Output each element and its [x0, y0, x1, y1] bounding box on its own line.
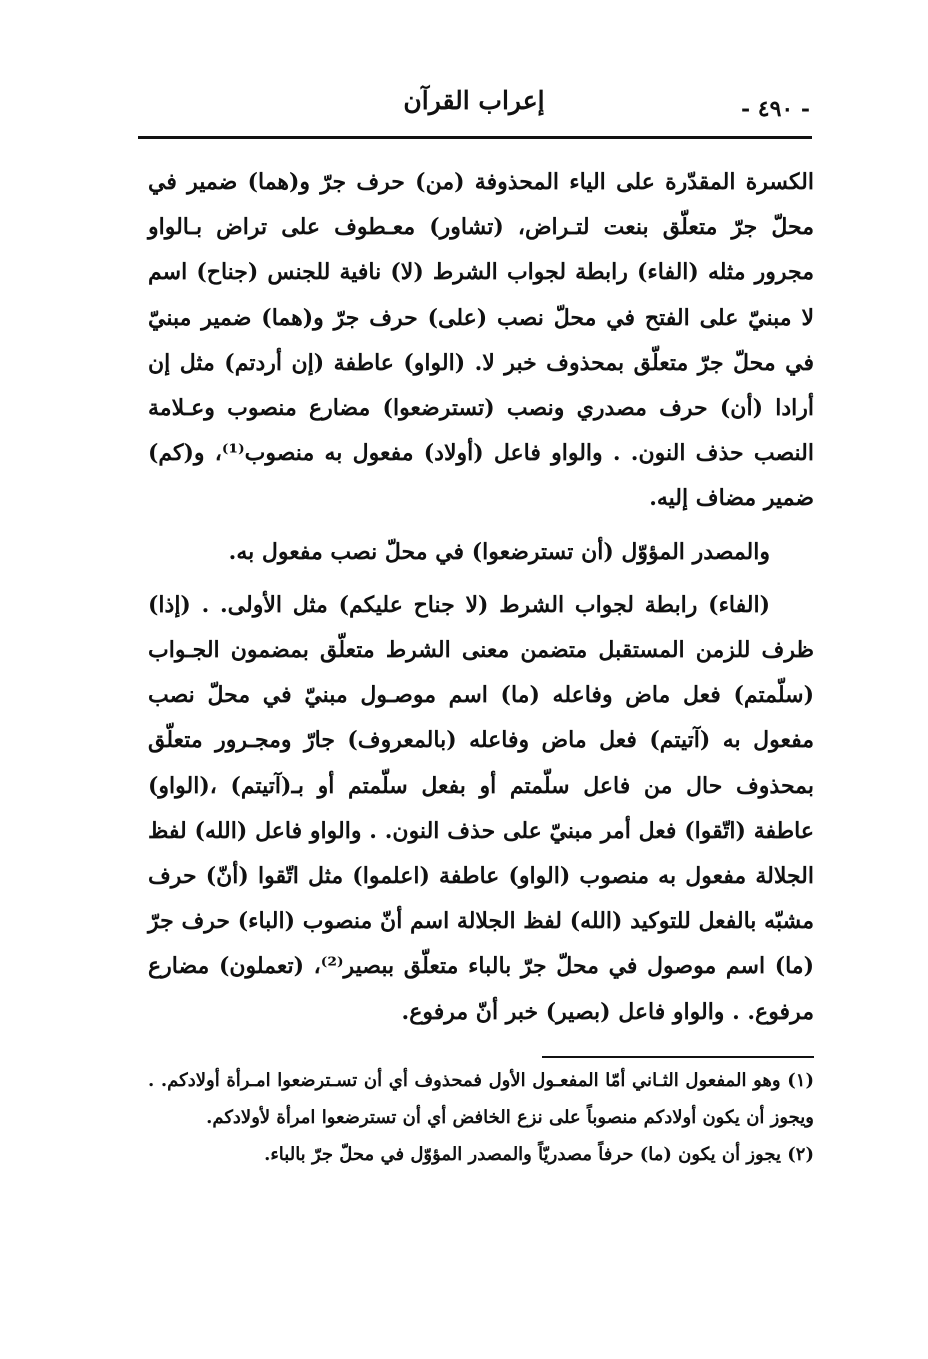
footnote-text: وهو المفعول الثـاني أمّا المفعـول الأول فمحذوف أي أن تسـترضعوا امـرأة أولادكم. . ويجوز أن يكون أولادكم منصوباً على نزع الخافض أي أن تسترضعوا امرأة لأولادكم.	[148, 1070, 814, 1128]
footnote-rule	[542, 1056, 814, 1058]
footnote-label: (٢)	[787, 1144, 814, 1165]
header-rule	[138, 136, 812, 139]
footnote-label: (١)	[787, 1070, 814, 1091]
footnote	[148, 1136, 814, 1173]
footnote	[148, 1062, 814, 1136]
paragraph: (الفاء) رابطة لجواب الشرط (لا جناح عليكم) مثل الأولى. . (إذا) ظرف للزمن المستقبل متضمن معنى الشرط متعلّق بمضمون الجـواب (سلّمتم) فعل ماض وفاعله (ما) اسم موصـول مبنيّ في محلّ نصب مفعول به (آتيتم) فعل ماض وفاعله (بالمعروف) جارّ ومجـرور متعلّق بمحذوف حال من فاعل سلّمتم أو بفعل سلّمتم أو بـ(آتيتم) ،(الواو) عاطفة (اتّقوا) فعل أمر مبنيّ على حذف النون. . والواو فاعل (الله) لفظ الجلالة مفعول به منصوب (الواو) عاطفة (اعلموا) مثل اتّقوا (أنّ) حرف مشبّه بالفعل للتوكيد (الله) لفظ الجلالة اسم أنّ منصوب (الباء) حرف جرّ (ما) اسم موصول في محلّ جرّ بالباء متعلّق ببصير⁽²⁾، (تعملون) مضارع مرفوع. . والواو فاعل (بصير) خبر أنّ مرفوع.	[148, 591, 814, 1025]
paragraph: الكسرة المقدّرة على الياء المحذوفة (من) حرف جرّ و(هما) ضمير في محلّ جرّ متعلّق بنعت لتـراض، (تشاور) معـطوف على تراض بـالواو مجرور مثله (الفاء) رابطة لجواب الشرط (لا) نافية للجنس (جناح) اسم لا مبنيّ على الفتح في محلّ نصب (على) حرف جرّ و(هما) ضمير مبنيّ في محلّ جرّ متعلّق بمحذوف خبر لا. (الواو) عاطفة (إن أردتم) مثل إن أرادا (أن) حرف مصدري ونصب (تسترضعوا) مضارع منصوب وعـلامة النصب حذف النون. . والواو فاعل (أولاد) مفعول به منصوب⁽¹⁾، و(كم) ضمير مضاف إليه.	[148, 169, 814, 512]
page-number: - ٤٩٠ -	[740, 96, 810, 122]
main-text	[148, 160, 814, 1043]
running-title: إعراب القرآن	[403, 86, 545, 115]
page-header	[138, 86, 810, 136]
footnotes	[148, 1062, 814, 1173]
paragraph: والمصدر المؤوّل (أن تسترضعوا) في محلّ نصب مفعول به.	[228, 538, 770, 565]
footnote-text: يجوز أن يكون (ما) حرفاً مصدريّاً والمصدر المؤوّل في محلّ جرّ بالباء.	[264, 1144, 781, 1165]
